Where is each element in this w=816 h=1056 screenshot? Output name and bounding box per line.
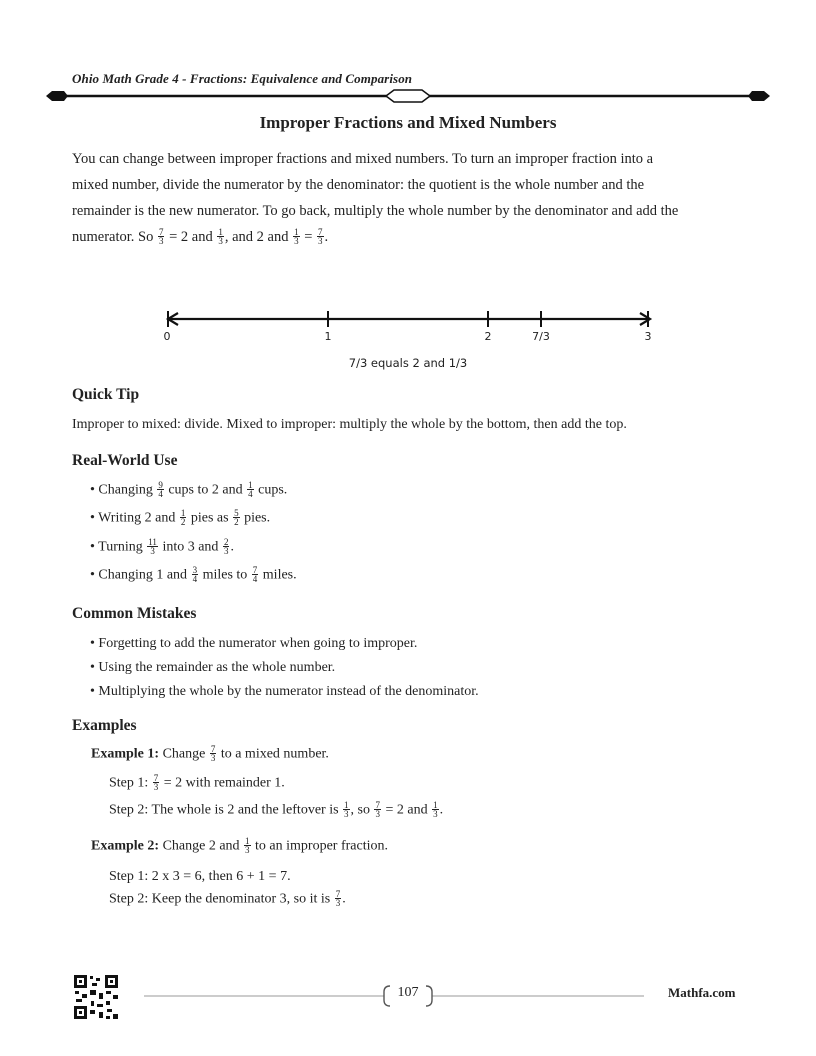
fraction: $\frac{2}{3}$ bbox=[223, 537, 229, 556]
example-2-step-1: Step 1: 2 x 3 = 6, then 6 + 1 = 7. bbox=[109, 869, 291, 884]
fraction: $\frac{1}{4}$ bbox=[248, 480, 253, 499]
fraction: $\frac{1}{3}$ bbox=[433, 800, 438, 819]
page-title: Improper Fractions and Mixed Numbers bbox=[259, 113, 557, 132]
fraction: $\frac{1}{2}$ bbox=[180, 508, 186, 527]
fraction: $\frac{7}{3}$ bbox=[335, 889, 341, 908]
example-1-step-2: Step 2: The whole is 2 and the leftover is $\frac{1}{3}$ , so $\frac{7}{3}$ = 2 and $\frac{1}{3}$ . bbox=[109, 800, 444, 819]
fraction: $\frac{7}{3}$ bbox=[158, 227, 164, 247]
intro-line: remainder is the new numerator. To go back, multiply the whole number by the denominator and add the bbox=[72, 203, 679, 219]
fraction: $\frac{7}{4}$ bbox=[252, 565, 258, 584]
tick-label: 7/3 bbox=[532, 330, 550, 343]
quick-tip-text: Improper to mixed: divide. Mixed to improper: multiply the whole by the bottom, then add the top. bbox=[72, 417, 627, 432]
fraction: $\frac{7}{3}$ bbox=[375, 800, 380, 819]
examples-heading: Examples bbox=[72, 717, 137, 734]
example-2-heading: Example 2: Change 2 and $\frac{1}{3}$ to an improper fraction. bbox=[91, 836, 388, 855]
page-number: 107 bbox=[397, 985, 419, 1000]
common-mistakes-heading: Common Mistakes bbox=[72, 605, 197, 622]
intro-paragraph bbox=[72, 146, 744, 250]
list-item: • Multiplying the whole by the numerator instead of the denominator. bbox=[90, 684, 479, 699]
fraction: $\frac{7}{3}$ bbox=[153, 773, 159, 792]
fraction: $\frac{1}{3}$ bbox=[294, 227, 299, 247]
fraction: $\frac{1}{3}$ bbox=[245, 836, 250, 855]
fraction: $\frac{1}{3}$ bbox=[218, 227, 223, 247]
fraction: $\frac{7}{3}$ bbox=[210, 744, 216, 763]
fraction: $\frac{9}{4}$ bbox=[158, 480, 163, 499]
center-ornament-icon bbox=[386, 90, 430, 102]
intro-line-last: numerator. So $\frac{7}{3}$ = 2 and $\frac{1}{3}$ , and 2 and $\frac{1}{3}$ = $\frac{7}{3}$ . bbox=[72, 227, 329, 247]
list-item: • Turning $\frac{11}{3}$ into 3 and $\frac{2}{3}$ . bbox=[90, 537, 234, 556]
list-item: • Changing 1 and $\frac{3}{4}$ miles to $\frac{7}{4}$ miles. bbox=[90, 565, 297, 584]
left-ornament-icon bbox=[46, 91, 68, 101]
fraction: $\frac{1}{3}$ bbox=[344, 800, 349, 819]
real-world-heading: Real-World Use bbox=[72, 452, 178, 469]
number-line-caption: 7/3 equals 2 and 1/3 bbox=[348, 356, 468, 370]
qr-code-icon bbox=[73, 974, 119, 1020]
tick-label: 0 bbox=[163, 330, 171, 343]
site-name: Mathfa.com bbox=[668, 985, 736, 1000]
list-item: • Using the remainder as the whole number. bbox=[90, 660, 336, 675]
right-ornament-icon bbox=[748, 91, 770, 101]
list-item: • Changing $\frac{9}{4}$ cups to 2 and $\frac{1}{4}$ cups. bbox=[90, 480, 288, 499]
tick-label: 1 bbox=[324, 330, 332, 343]
number-line bbox=[150, 304, 670, 349]
example-2-step-2: Step 2: Keep the denominator 3, so it is $\frac{7}{3}$ . bbox=[109, 889, 346, 908]
fraction: $\frac{7}{3}$ bbox=[318, 227, 323, 247]
fraction: $\frac{3}{4}$ bbox=[192, 565, 198, 584]
tick-label: 3 bbox=[644, 330, 652, 343]
intro-line: mixed number, divide the numerator by the denominator: the quotient is the whole number and the bbox=[72, 177, 645, 193]
tick-label: 2 bbox=[484, 330, 492, 343]
header-title: Ohio Math Grade 4 - Fractions: Equivalence and Comparison bbox=[72, 71, 413, 86]
quick-tip-heading: Quick Tip bbox=[72, 386, 140, 403]
fraction: $\frac{11}{3}$ bbox=[148, 537, 157, 556]
intro-line: You can change between improper fractions and mixed numbers. To turn an improper fraction into a bbox=[72, 151, 654, 167]
fraction: $\frac{5}{2}$ bbox=[234, 508, 239, 527]
header-rule bbox=[44, 86, 772, 106]
list-item: • Forgetting to add the numerator when going to improper. bbox=[90, 636, 418, 651]
list-item: • Writing 2 and $\frac{1}{2}$ pies as $\frac{5}{2}$ pies. bbox=[90, 508, 271, 527]
example-1-step-1: Step 1: $\frac{7}{3}$ = 2 with remainder 1. bbox=[109, 773, 285, 792]
example-1-heading: Example 1: Change $\frac{7}{3}$ to a mixed number. bbox=[91, 744, 329, 763]
